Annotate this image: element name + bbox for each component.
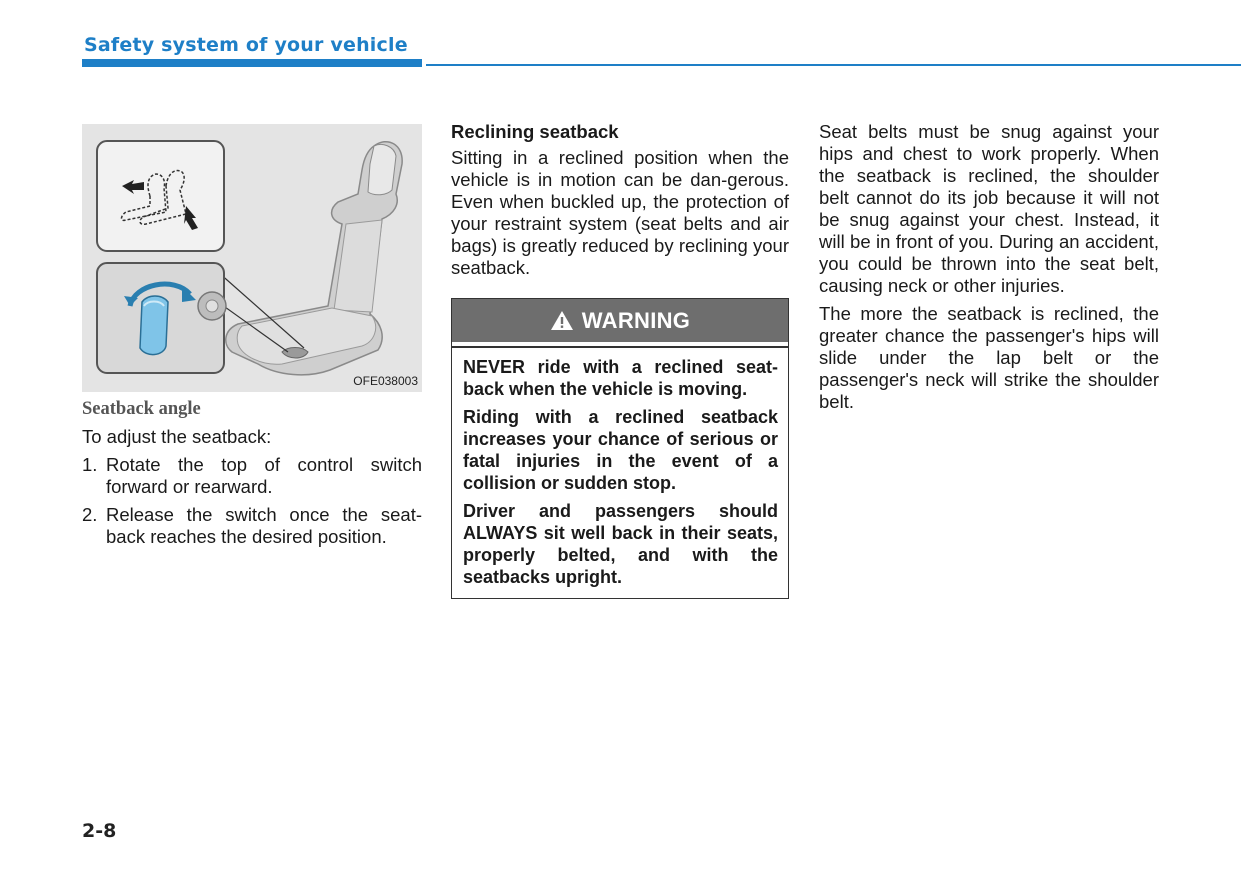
header-rule-thick xyxy=(82,59,422,67)
warning-header xyxy=(452,299,788,342)
step-text: Release the switch once the seat-back reaches the desired position. xyxy=(106,504,422,547)
instruction-intro: To adjust the seatback: xyxy=(82,426,272,447)
page-number: 2-8 xyxy=(82,820,117,842)
list-item xyxy=(82,504,422,548)
header-rule-thin xyxy=(426,64,1241,66)
section-title: Safety system of your vehicle xyxy=(84,34,408,56)
seat-illustration xyxy=(82,124,422,392)
warning-title: WARNING xyxy=(581,307,691,333)
body-paragraph: Seat belts must be snug against your hips and chest to work properly. When the seatback is reclined, the shoulder belt cannot do its job because it will not be snug against your chest. Instead, it will be in front of you. During an accident, you could be thrown into the seat belt, causing neck or other injuries. xyxy=(819,121,1159,296)
step-text: Rotate the top of control switch forward or rearward. xyxy=(106,454,422,497)
figure-code: OFE038003 xyxy=(353,374,418,388)
step-number: 1. xyxy=(82,454,98,475)
step-number: 2. xyxy=(82,504,98,525)
left-column xyxy=(82,398,422,554)
warning-paragraph: Riding with a reclined seatback increases your chance of serious or fatal injuries in the event of a collision or sudden stop. xyxy=(463,406,778,493)
list-item xyxy=(82,454,422,498)
seatback-knob xyxy=(140,296,168,355)
subsection-heading: Reclining seatback xyxy=(451,121,619,142)
warning-triangle-icon xyxy=(550,310,574,331)
warning-paragraph: NEVER ride with a reclined seat-back when the vehicle is moving. xyxy=(463,356,778,399)
body-paragraph: Sitting in a reclined position when the vehicle is in motion can be dan-gerous. Even when buckled up, the protection of your restraint system (seat belts and air bags) is greatly reduced by reclining your seatback. xyxy=(451,147,789,278)
seatback-figure xyxy=(82,124,422,392)
body-paragraph: The more the seatback is reclined, the greater chance the passenger's hips will slide under the lap belt or the passenger's neck will strike the shoulder belt. xyxy=(819,303,1159,412)
warning-box xyxy=(451,298,789,599)
step-list xyxy=(82,454,422,548)
middle-column xyxy=(451,121,789,285)
warning-paragraph: Driver and passengers should ALWAYS sit well back in their seats, properly belted, and with the seatbacks upright. xyxy=(463,500,778,587)
warning-body xyxy=(452,348,788,588)
figure-caption: Seatback angle xyxy=(82,399,201,419)
right-column xyxy=(819,121,1159,419)
